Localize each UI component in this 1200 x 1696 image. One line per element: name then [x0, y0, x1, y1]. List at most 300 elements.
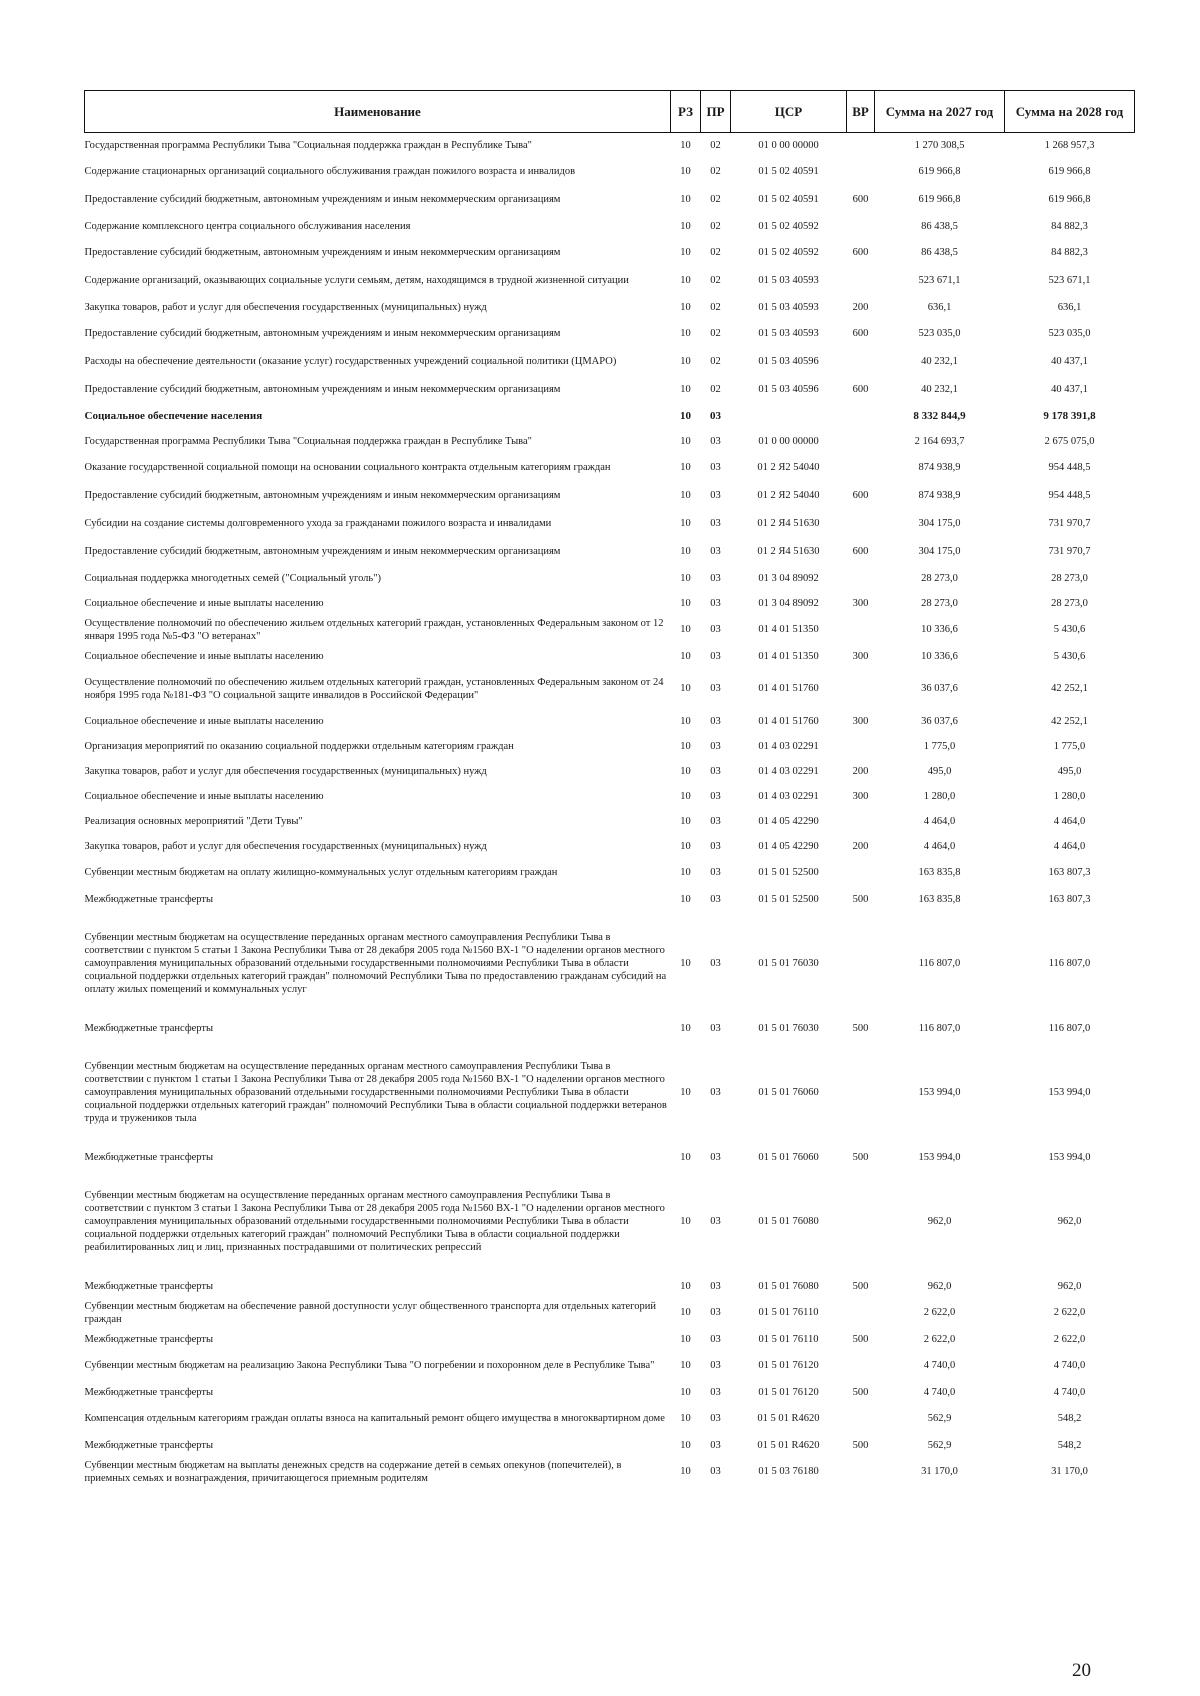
- cell-vr: [847, 158, 875, 186]
- cell-pr: 03: [710, 1216, 721, 1227]
- cell-sum-2028: 495,0: [1057, 765, 1082, 777]
- cell-csr: 01 4 01 51350: [758, 650, 819, 662]
- cell-csr: 01 5 01 76060: [758, 1087, 819, 1098]
- cell-pr: 03: [710, 1360, 721, 1371]
- cell-csr: 01 5 03 40596: [758, 384, 819, 395]
- cell-pr: 03: [710, 683, 721, 694]
- cell-rz: 10: [680, 546, 691, 557]
- cell-sum-2027: 116 807,0: [918, 958, 961, 969]
- cell-sum-2027: 28 273,0: [921, 597, 958, 609]
- cell-name: Социальная поддержка многодетных семей ("Социальный уголь"): [84, 572, 381, 584]
- cell-csr: 01 5 01 76030: [758, 1022, 819, 1034]
- table-row: [85, 709, 1135, 734]
- cell-name: Закупка товаров, работ и услуг для обеспечения государственных (муниципальных) нужд: [84, 301, 487, 313]
- cell-sum-2028: 116 807,0: [1048, 958, 1091, 969]
- cell-sum-2027: 2 622,0: [923, 1307, 956, 1318]
- cell-pr: 03: [710, 867, 721, 878]
- cell-pr: 03: [710, 740, 721, 752]
- cell-sum-2028: 548,2: [1057, 1413, 1082, 1424]
- cell-sum-2028: 40 437,1: [1051, 356, 1088, 367]
- cell-name: Предоставление субсидий бюджетным, автономным учреждениям и иным некоммерческим организациям: [84, 328, 561, 339]
- cell-sum-2028: 548,2: [1057, 1439, 1082, 1451]
- cell-rz: 10: [680, 356, 691, 367]
- cell-rz: 10: [680, 194, 691, 205]
- cell-name: Субвенции местным бюджетам на выплаты денежных средств на содержание детей в семьях опекунов (попечителей), в приемных семьях и вознаграждения, причитающегося приемным родителям: [84, 1459, 622, 1484]
- cell-csr: 01 5 01 R4620: [757, 1413, 820, 1424]
- table-row: [85, 1041, 1135, 1145]
- cell-name: Содержание комплексного центра социального обслуживания населения: [84, 220, 411, 232]
- table-row: [85, 644, 1135, 669]
- cell-name: Предоставление субсидий бюджетным, автономным учреждениям и иным некоммерческим организациям: [84, 384, 561, 395]
- cell-sum-2027: 163 835,8: [918, 867, 961, 878]
- cell-csr: 01 5 01 76030: [758, 958, 819, 969]
- cell-pr: 03: [710, 572, 721, 584]
- cell-vr: [847, 912, 875, 1016]
- cell-rz: 10: [680, 1216, 691, 1227]
- cell-rz: 10: [680, 1360, 691, 1371]
- table-body: [85, 133, 1135, 1486]
- table-row: [85, 759, 1135, 784]
- cell-sum-2028: 1 268 957,3: [1044, 139, 1095, 151]
- cell-pr: 02: [710, 301, 721, 313]
- cell-csr: 01 4 03 02291: [758, 765, 819, 777]
- cell-name: Государственная программа Республики Тыва "Социальная поддержка граждан в Республике Тыва": [84, 139, 532, 151]
- cell-pr: 03: [710, 1022, 721, 1034]
- cell-pr: 03: [710, 1280, 721, 1292]
- cell-rz: 10: [680, 220, 691, 232]
- cell-sum-2028: 4 464,0: [1053, 815, 1086, 827]
- cell-csr: 01 5 02 40592: [758, 220, 819, 232]
- cell-pr: 02: [710, 384, 721, 395]
- cell-vr: [847, 429, 875, 454]
- table-row: [85, 376, 1135, 404]
- cell-csr: 01 4 03 02291: [758, 790, 819, 802]
- cell-csr: 01 4 01 51760: [758, 683, 819, 694]
- cell-pr: 03: [710, 1151, 721, 1163]
- cell-vr: [847, 1041, 875, 1145]
- table-row: [85, 510, 1135, 538]
- cell-pr: 03: [710, 1413, 721, 1424]
- cell-pr: 03: [710, 958, 721, 969]
- cell-name: Оказание государственной социальной помощи на основании социального контракта отдельным категориям граждан: [84, 462, 611, 473]
- cell-sum-2028: 2 622,0: [1053, 1307, 1086, 1318]
- cell-rz: 10: [680, 1022, 691, 1034]
- cell-vr: 300: [852, 715, 869, 727]
- table-row: [85, 669, 1135, 709]
- cell-vr: [847, 1170, 875, 1274]
- cell-rz: 10: [680, 765, 691, 777]
- cell-sum-2027: 4 464,0: [923, 840, 956, 852]
- table-row: [85, 1170, 1135, 1274]
- cell-pr: 03: [710, 650, 721, 662]
- cell-sum-2028: 619 966,8: [1048, 194, 1091, 205]
- cell-sum-2027: 874 938,9: [918, 462, 961, 473]
- cell-pr: 03: [710, 1439, 721, 1451]
- cell-rz: 10: [680, 715, 691, 727]
- cell-sum-2028: 116 807,0: [1048, 1022, 1091, 1034]
- header-csr: ЦСР: [731, 91, 847, 133]
- table-row: [85, 454, 1135, 482]
- cell-sum-2028: 2 622,0: [1053, 1333, 1086, 1345]
- cell-sum-2027: 40 232,1: [921, 384, 958, 395]
- cell-rz: 10: [680, 572, 691, 584]
- cell-pr: 02: [710, 328, 721, 339]
- cell-sum-2027: 163 835,8: [918, 893, 961, 905]
- cell-sum-2028: 163 807,3: [1048, 867, 1091, 878]
- cell-vr: [847, 566, 875, 591]
- cell-vr: 200: [852, 765, 869, 777]
- cell-pr: 03: [710, 546, 721, 557]
- cell-pr: 02: [710, 139, 721, 151]
- cell-pr: 03: [710, 1466, 721, 1477]
- cell-pr: 03: [710, 1307, 721, 1318]
- cell-sum-2028: 163 807,3: [1048, 893, 1091, 905]
- cell-rz: 10: [680, 1087, 691, 1098]
- cell-csr: 01 5 01 52500: [758, 867, 819, 878]
- cell-name: Расходы на обеспечение деятельности (оказание услуг) государственных учреждений социальной политики (ЦМАРО): [84, 356, 617, 367]
- cell-csr: 01 4 03 02291: [758, 740, 819, 752]
- cell-sum-2028: 636,1: [1057, 301, 1082, 313]
- cell-csr: 01 2 Я2 54040: [757, 490, 820, 501]
- cell-pr: 03: [710, 1087, 721, 1098]
- cell-csr: 01 5 01 76110: [758, 1307, 819, 1318]
- table-row: [85, 320, 1135, 348]
- cell-name: Компенсация отдельным категориям граждан оплаты взноса на капитальный ремонт общего имущества в многоквартирном доме: [84, 1413, 665, 1424]
- cell-vr: 500: [852, 1386, 869, 1398]
- cell-pr: 02: [710, 247, 721, 258]
- cell-sum-2028: 153 994,0: [1048, 1151, 1091, 1163]
- cell-sum-2027: 495,0: [927, 765, 952, 777]
- cell-vr: [847, 1458, 875, 1486]
- cell-pr: 03: [710, 409, 721, 422]
- cell-name: Закупка товаров, работ и услуг для обеспечения государственных (муниципальных) нужд: [84, 765, 487, 777]
- cell-sum-2027: 1 775,0: [923, 740, 956, 752]
- cell-name: Межбюджетные трансферты: [84, 1151, 214, 1163]
- cell-vr: [847, 616, 875, 644]
- cell-sum-2028: 2 675 075,0: [1044, 435, 1095, 447]
- cell-sum-2027: 962,0: [927, 1216, 952, 1227]
- cell-sum-2028: 4 464,0: [1053, 840, 1086, 852]
- cell-sum-2028: 42 252,1: [1051, 715, 1088, 727]
- cell-sum-2027: 4 740,0: [923, 1386, 956, 1398]
- table-row: [85, 1327, 1135, 1352]
- table-row: [85, 1433, 1135, 1458]
- cell-vr: 300: [852, 597, 869, 609]
- cell-vr: [847, 669, 875, 709]
- cell-csr: 01 5 02 40592: [758, 247, 819, 258]
- cell-vr: 300: [852, 790, 869, 802]
- cell-sum-2027: 10 336,6: [921, 650, 958, 662]
- cell-sum-2028: 28 273,0: [1051, 572, 1088, 584]
- cell-sum-2027: 4 740,0: [923, 1360, 956, 1371]
- cell-vr: [847, 1405, 875, 1433]
- cell-vr: 600: [852, 194, 869, 205]
- cell-pr: 03: [710, 490, 721, 501]
- cell-rz: 10: [680, 1333, 691, 1345]
- cell-csr: 01 5 01 76110: [758, 1333, 819, 1345]
- cell-pr: 03: [710, 765, 721, 777]
- cell-sum-2027: 31 170,0: [921, 1466, 958, 1477]
- cell-csr: 01 5 01 76080: [758, 1280, 819, 1292]
- cell-csr: 01 5 01 76120: [758, 1360, 819, 1371]
- cell-pr: 03: [710, 840, 721, 852]
- cell-sum-2028: 1 775,0: [1053, 740, 1086, 752]
- cell-name: Социальное обеспечение населения: [84, 409, 263, 422]
- cell-csr: 01 4 05 42290: [758, 840, 819, 852]
- cell-rz: 10: [680, 328, 691, 339]
- header-sum-2028: Сумма на 2028 год: [1005, 91, 1135, 133]
- cell-sum-2028: 84 882,3: [1051, 247, 1088, 258]
- cell-sum-2027: 304 175,0: [918, 546, 961, 557]
- cell-rz: 10: [680, 624, 691, 635]
- cell-vr: 500: [852, 1022, 869, 1034]
- table-row: [85, 1016, 1135, 1041]
- cell-rz: 10: [680, 1439, 691, 1451]
- cell-rz: 10: [680, 958, 691, 969]
- cell-vr: 300: [852, 650, 869, 662]
- cell-name: Межбюджетные трансферты: [84, 1439, 214, 1451]
- cell-sum-2028: 84 882,3: [1051, 220, 1088, 232]
- cell-name: Содержание организаций, оказывающих социальные услуги семьям, детям, находящимся в трудной жизненной ситуации: [84, 275, 629, 286]
- cell-vr: 200: [852, 301, 869, 313]
- cell-csr: 01 0 00 00000: [758, 435, 819, 447]
- budget-page: [84, 90, 1134, 1486]
- cell-name: Субсидии на создание системы долговременного ухода за гражданами пожилого возраста и инвалидами: [84, 518, 552, 529]
- cell-sum-2028: 954 448,5: [1048, 462, 1091, 473]
- cell-csr: 01 5 02 40591: [758, 166, 819, 177]
- cell-sum-2028: 962,0: [1057, 1216, 1082, 1227]
- cell-sum-2028: 28 273,0: [1051, 597, 1088, 609]
- cell-pr: 03: [710, 1333, 721, 1345]
- table-row: [85, 267, 1135, 295]
- cell-vr: [847, 214, 875, 239]
- cell-sum-2028: 42 252,1: [1051, 683, 1088, 694]
- cell-sum-2027: 4 464,0: [923, 815, 956, 827]
- table-row: [85, 1274, 1135, 1299]
- cell-sum-2027: 28 273,0: [921, 572, 958, 584]
- cell-rz: 10: [680, 740, 691, 752]
- header-sum-2027: Сумма на 2027 год: [875, 91, 1005, 133]
- cell-rz: 10: [680, 683, 691, 694]
- cell-sum-2027: 304 175,0: [918, 518, 961, 529]
- cell-pr: 03: [710, 790, 721, 802]
- cell-vr: 600: [852, 546, 869, 557]
- cell-name: Субвенции местным бюджетам на осуществление переданных органам местного самоуправления Республики Тыва в соответствии с пунктом 1 статьи 1 Закона Республики Тыва от 28 декабря 2005 года №1560 ВХ-1 "О наделении органов местного самоуправления муниципальных образований отдельными государственными полномочиями Республики Тыва в области социальной поддержки отдельных категорий граждан" полномочий Республики Тыва в области социальной поддержки ветеранов труда и тружеников тыла: [84, 1061, 667, 1124]
- header-pr: ПР: [701, 91, 731, 133]
- cell-sum-2028: 5 430,6: [1053, 624, 1086, 635]
- table-header-row: [85, 91, 1135, 133]
- cell-sum-2027: 1 280,0: [923, 790, 956, 802]
- cell-sum-2028: 523 035,0: [1048, 328, 1091, 339]
- cell-name: Субвенции местным бюджетам на осуществление переданных органам местного самоуправления Республики Тыва в соответствии с пунктом 3 статьи 1 Закона Республики Тыва от 28 декабря 2005 года №1560 ВХ-1 "О наделении органов местного самоуправления муниципальных образований отдельными государственными полномочиями Республики Тыва в области социальной поддержки отдельных категорий граждан" полномочий Республики Тыва в области социальной поддержки реабилитированных лиц и лиц, признанных пострадавшими от политических репрессий: [84, 1190, 665, 1253]
- cell-pr: 02: [710, 356, 721, 367]
- cell-sum-2027: 562,9: [927, 1413, 952, 1424]
- cell-rz: 10: [680, 1466, 691, 1477]
- table-row: [85, 348, 1135, 376]
- cell-rz: 10: [680, 1151, 691, 1163]
- cell-rz: 10: [680, 462, 691, 473]
- cell-rz: 10: [680, 840, 691, 852]
- cell-name: Межбюджетные трансферты: [84, 893, 214, 905]
- cell-rz: 10: [680, 139, 691, 151]
- cell-csr: 01 5 01 52500: [758, 893, 819, 905]
- table-row: [85, 1352, 1135, 1380]
- cell-sum-2028: 962,0: [1057, 1280, 1082, 1292]
- cell-sum-2027: 874 938,9: [918, 490, 961, 501]
- cell-pr: 02: [710, 220, 721, 232]
- cell-name: Субвенции местным бюджетам на оплату жилищно-коммунальных услуг отдельным категориям граждан: [84, 867, 558, 878]
- table-row: [85, 239, 1135, 267]
- cell-csr: 01 5 01 R4620: [757, 1439, 820, 1451]
- cell-name: Субвенции местным бюджетам на обеспечение равной доступности услуг общественного транспорта для отдельных категорий граждан: [84, 1300, 656, 1325]
- cell-vr: [847, 454, 875, 482]
- cell-sum-2027: 636,1: [927, 301, 952, 313]
- cell-rz: 10: [680, 384, 691, 395]
- table-row: [85, 616, 1135, 644]
- cell-name: Социальное обеспечение и иные выплаты населению: [84, 790, 324, 802]
- cell-name: Осуществление полномочий по обеспечению жильем отдельных категорий граждан, установленных Федеральным законом от 24 ноября 1995 года №181-ФЗ "О социальной защите инвалидов в Российской Федерации": [84, 676, 664, 701]
- cell-name: Субвенции местным бюджетам на реализацию Закона Республики Тыва "О погребении и похоронном деле в Республике Тыва": [84, 1360, 655, 1371]
- cell-name: Организация мероприятий по оказанию социальной поддержки отдельным категориям граждан: [84, 740, 514, 752]
- cell-pr: 02: [710, 166, 721, 177]
- cell-name: Субвенции местным бюджетам на осуществление переданных органам местного самоуправления Республики Тыва в соответствии с пунктом 5 статьи 1 Закона Республики Тыва от 28 декабря 2005 года №1560 ВХ-1 "О наделении органов местного самоуправления муниципальных образований отдельными государственными полномочиями Республики Тыва в области социальной поддержки отдельных категорий граждан" полномочий Республики Тыва по предоставлению гражданам субсидий на оплату жилых помещений и коммунальных услуг: [84, 932, 667, 995]
- table-row: [85, 133, 1135, 158]
- cell-rz: 10: [680, 650, 691, 662]
- table-row: [85, 538, 1135, 566]
- cell-sum-2027: 2 622,0: [923, 1333, 956, 1345]
- cell-pr: 03: [710, 715, 721, 727]
- cell-vr: 500: [852, 1333, 869, 1345]
- cell-name: Межбюджетные трансферты: [84, 1333, 214, 1345]
- header-vr: ВР: [847, 91, 875, 133]
- cell-pr: 03: [710, 1386, 721, 1398]
- table-row: [85, 734, 1135, 759]
- table-row: [85, 214, 1135, 239]
- cell-name: Социальное обеспечение и иные выплаты населению: [84, 597, 324, 609]
- table-row: [85, 295, 1135, 320]
- cell-sum-2027: 8 332 844,9: [913, 409, 966, 422]
- cell-sum-2027: 523 035,0: [918, 328, 961, 339]
- cell-sum-2028: 523 671,1: [1048, 275, 1091, 286]
- cell-rz: 10: [680, 275, 691, 286]
- cell-csr: 01 3 04 89092: [758, 597, 819, 609]
- table-row: [85, 404, 1135, 429]
- cell-sum-2027: 36 037,6: [921, 683, 958, 694]
- cell-rz: 10: [680, 1280, 691, 1292]
- cell-sum-2027: 10 336,6: [921, 624, 958, 635]
- cell-vr: [847, 734, 875, 759]
- table-row: [85, 566, 1135, 591]
- cell-name: Межбюджетные трансферты: [84, 1022, 214, 1034]
- page-number: 20: [1072, 1660, 1091, 1681]
- cell-sum-2028: 4 740,0: [1053, 1386, 1086, 1398]
- cell-csr: 01 3 04 89092: [758, 572, 819, 584]
- cell-rz: 10: [680, 166, 691, 177]
- cell-sum-2027: 86 438,5: [921, 220, 958, 232]
- cell-vr: 600: [852, 247, 869, 258]
- cell-sum-2027: 116 807,0: [918, 1022, 961, 1034]
- cell-sum-2027: 86 438,5: [921, 247, 958, 258]
- table-row: [85, 591, 1135, 616]
- cell-csr: 01 5 03 76180: [758, 1466, 819, 1477]
- cell-rz: 10: [680, 409, 691, 422]
- cell-rz: 10: [680, 435, 691, 447]
- table-row: [85, 809, 1135, 834]
- table-row: [85, 784, 1135, 809]
- cell-sum-2027: 962,0: [927, 1280, 952, 1292]
- cell-pr: 02: [710, 275, 721, 286]
- cell-vr: 600: [852, 490, 869, 501]
- cell-sum-2027: 40 232,1: [921, 356, 958, 367]
- table-row: [85, 1380, 1135, 1405]
- cell-sum-2028: 153 994,0: [1048, 1087, 1091, 1098]
- cell-sum-2028: 5 430,6: [1053, 650, 1086, 662]
- cell-sum-2027: 1 270 308,5: [914, 139, 965, 151]
- cell-sum-2027: 153 994,0: [918, 1151, 961, 1163]
- cell-vr: [847, 267, 875, 295]
- table-row: [85, 1299, 1135, 1327]
- cell-csr: 01 5 02 40591: [758, 194, 819, 205]
- cell-sum-2028: 954 448,5: [1048, 490, 1091, 501]
- table-row: [85, 1405, 1135, 1433]
- cell-pr: 03: [710, 597, 721, 609]
- cell-name: Предоставление субсидий бюджетным, автономным учреждениям и иным некоммерческим организациям: [84, 194, 561, 205]
- cell-rz: 10: [680, 490, 691, 501]
- cell-name: Предоставление субсидий бюджетным, автономным учреждениям и иным некоммерческим организациям: [84, 247, 561, 258]
- table-row: [85, 1458, 1135, 1486]
- table-row: [85, 912, 1135, 1016]
- cell-vr: [847, 510, 875, 538]
- cell-rz: 10: [680, 1307, 691, 1318]
- cell-sum-2028: 4 740,0: [1053, 1360, 1086, 1371]
- cell-vr: 500: [852, 1280, 869, 1292]
- cell-sum-2027: 562,9: [927, 1439, 952, 1451]
- table-row: [85, 482, 1135, 510]
- cell-csr: 01 5 01 76080: [758, 1216, 819, 1227]
- cell-name: Осуществление полномочий по обеспечению жильем отдельных категорий граждан, установленных Федеральным законом от 12 января 1995 года №5-ФЗ "О ветеранах": [84, 617, 664, 642]
- cell-csr: 01 4 01 51760: [758, 715, 819, 727]
- cell-sum-2027: 153 994,0: [918, 1087, 961, 1098]
- cell-rz: 10: [680, 247, 691, 258]
- cell-pr: 03: [710, 893, 721, 905]
- cell-name: Социальное обеспечение и иные выплаты населению: [84, 650, 324, 662]
- budget-table: [84, 90, 1135, 1486]
- table-row: [85, 834, 1135, 859]
- cell-vr: 500: [852, 1439, 869, 1451]
- cell-name: Предоставление субсидий бюджетным, автономным учреждениям и иным некоммерческим организациям: [84, 490, 561, 501]
- cell-name: Содержание стационарных организаций социального обслуживания граждан пожилого возраста и инвалидов: [84, 166, 576, 177]
- header-name: Наименование: [85, 91, 671, 133]
- cell-pr: 03: [710, 462, 721, 473]
- table-row: [85, 186, 1135, 214]
- cell-vr: [847, 348, 875, 376]
- cell-rz: 10: [680, 301, 691, 313]
- cell-csr: 01 5 03 40593: [758, 301, 819, 313]
- cell-csr: 01 2 Я2 54040: [757, 462, 820, 473]
- cell-csr: 01 4 01 51350: [758, 624, 819, 635]
- cell-name: Межбюджетные трансферты: [84, 1280, 214, 1292]
- cell-csr: 01 0 00 00000: [758, 139, 819, 151]
- cell-vr: [847, 859, 875, 887]
- cell-vr: 500: [852, 893, 869, 905]
- cell-name: Предоставление субсидий бюджетным, автономным учреждениям и иным некоммерческим организациям: [84, 546, 561, 557]
- cell-sum-2027: 2 164 693,7: [914, 435, 965, 447]
- cell-csr: 01 5 03 40593: [758, 328, 819, 339]
- cell-sum-2028: 731 970,7: [1048, 546, 1091, 557]
- cell-sum-2028: 731 970,7: [1048, 518, 1091, 529]
- cell-pr: 03: [710, 624, 721, 635]
- cell-pr: 02: [710, 194, 721, 205]
